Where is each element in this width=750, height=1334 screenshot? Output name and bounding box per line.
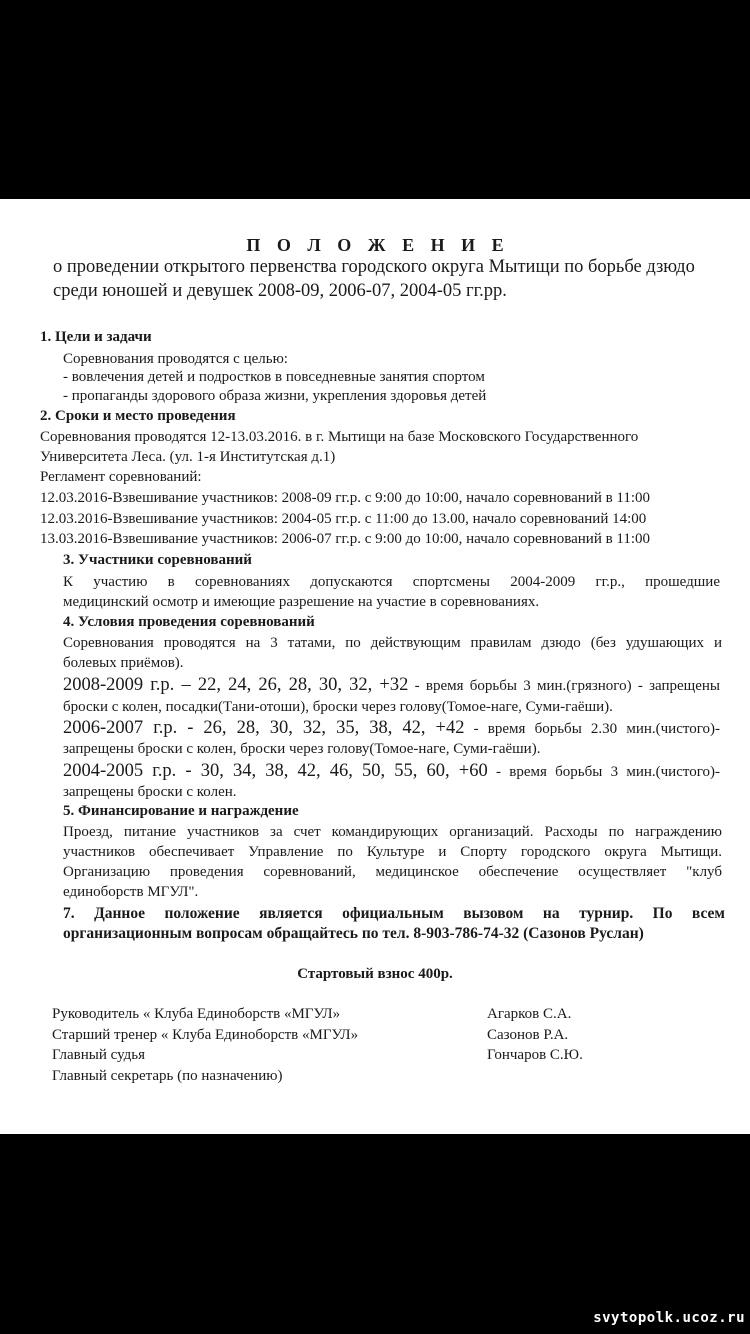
weight-category-2004-2005 [63, 760, 720, 783]
document-subtitle-line-2: среди юношей и девушек 2008-09, 2006-07, 2004-05 гг.рр. [53, 281, 507, 301]
weight-rule: - время борьбы 2.30 мин.(чистого)- [464, 721, 720, 737]
weight-list: 2004-2005 г.р. - 30, 34, 38, 42, 46, 50, 55, 60, +60 [63, 761, 488, 781]
weight-rule: - время борьбы 3 мин.(грязного) - запрещены [408, 678, 720, 694]
bottom-black-bar [0, 1134, 750, 1334]
signature-name: Агарков С.А. [487, 1006, 572, 1022]
weight-rule-continued: запрещены броски с колен, броски через голову(Томое-наге, Суми-гаёши). [63, 741, 541, 757]
section-4-text: Соревнования проводятся на 3 татами, по действующим правилам дзюдо (без удушающих и [63, 635, 722, 651]
signature-role: Главный судья [52, 1047, 146, 1063]
section-4-text: болевых приёмов). [63, 655, 184, 671]
signature-role: Руководитель « Клуба Единоборств «МГУЛ» [52, 1006, 341, 1022]
section-7-text: 7. Данное положение является официальным вызовом на турнир. По всем [63, 905, 725, 922]
section-2-text: Соревнования проводятся 12-13.03.2016. в г. Мытищи на базе Московского Государственного [40, 429, 639, 445]
weight-rule: - время борьбы 3 мин.(чистого)- [487, 764, 720, 780]
weight-category-2008-2009 [63, 674, 720, 697]
section-5-heading: 5. Финансирование и награждение [63, 803, 299, 819]
section-5-text: участников обеспечивает Управление по Культуре и Спорту городского округа Мытищи. [63, 844, 722, 860]
document-title: П О Л О Ж Е Н И Е [246, 235, 510, 255]
weight-list: 2006-2007 г.р. - 26, 28, 30, 32, 35, 38, 42, +42 [63, 718, 465, 738]
signature-role: Главный секретарь (по назначению) [52, 1068, 283, 1084]
section-4-heading: 4. Условия проведения соревнований [63, 614, 315, 630]
schedule-row: 12.03.2016-Взвешивание участников: 2004-05 гг.р. с 11:00 до 13.00, начало соревнований 14:00 [40, 511, 647, 527]
document-subtitle-line-1: о проведении открытого первенства городского округа Мытищи по борьбе дзюдо [53, 257, 695, 277]
section-2-heading: 2. Сроки и место проведения [40, 408, 236, 424]
weight-category-2006-2007 [63, 717, 720, 740]
section-5-text: единоборств МГУЛ". [63, 884, 199, 900]
weight-rule-continued: запрещены броски с колен. [63, 784, 237, 800]
entry-fee: Стартовый взнос 400р. [297, 966, 453, 982]
watermark-text: svytopolk.ucoz.ru [593, 1310, 745, 1326]
section-1-bullet: - вовлечения детей и подростков в повседневные занятия спортом [63, 369, 485, 385]
schedule-row: 12.03.2016-Взвешивание участников: 2008-09 гг.р. с 9:00 до 10:00, начало соревнований в 11:00 [40, 490, 651, 506]
section-1-bullet: - пропаганды здорового образа жизни, укрепления здоровья детей [63, 388, 487, 404]
section-7-contact: организационным вопросам обращайтесь по тел. 8-903-786-74-32 (Сазонов Руслан) [63, 925, 644, 942]
section-3-heading: 3. Участники соревнований [63, 552, 252, 568]
section-5-text: Организацию проведения соревнований, медицинское обеспечение осуществляет "клуб [63, 864, 722, 880]
section-5-text: Проезд, питание участников за счет командирующих организаций. Расходы по награждению [63, 824, 722, 840]
weight-list: 2008-2009 г.р. – 22, 24, 26, 28, 30, 32, +32 [63, 675, 409, 695]
section-2-text: Университета Леса. (ул. 1-я Институтская д.1) [40, 449, 336, 465]
signature-name: Гончаров С.Ю. [487, 1047, 583, 1063]
document-page [0, 199, 750, 1134]
section-1-heading: 1. Цели и задачи [40, 329, 152, 345]
signature-name: Сазонов Р.А. [487, 1027, 569, 1043]
weight-rule-continued: броски с колен, посадки(Тани-отоши), броски через голову(Томое-наге, Суми-гаёши). [63, 699, 613, 715]
section-3-text: К участию в соревнованиях допускаются спортсмены 2004-2009 гг.р., прошедшие [63, 574, 720, 590]
top-black-bar [0, 0, 750, 199]
signature-role: Старший тренер « Клуба Единоборств «МГУЛ» [52, 1027, 359, 1043]
schedule-row: 13.03.2016-Взвешивание участников: 2006-07 гг.р. с 9:00 до 10:00, начало соревнований в 11:00 [40, 531, 651, 547]
section-3-text: медицинский осмотр и имеющие разрешение на участие в соревнованиях. [63, 594, 540, 610]
section-2-text: Регламент соревнований: [40, 469, 202, 485]
section-1-text: Соревнования проводятся с целью: [63, 351, 288, 367]
